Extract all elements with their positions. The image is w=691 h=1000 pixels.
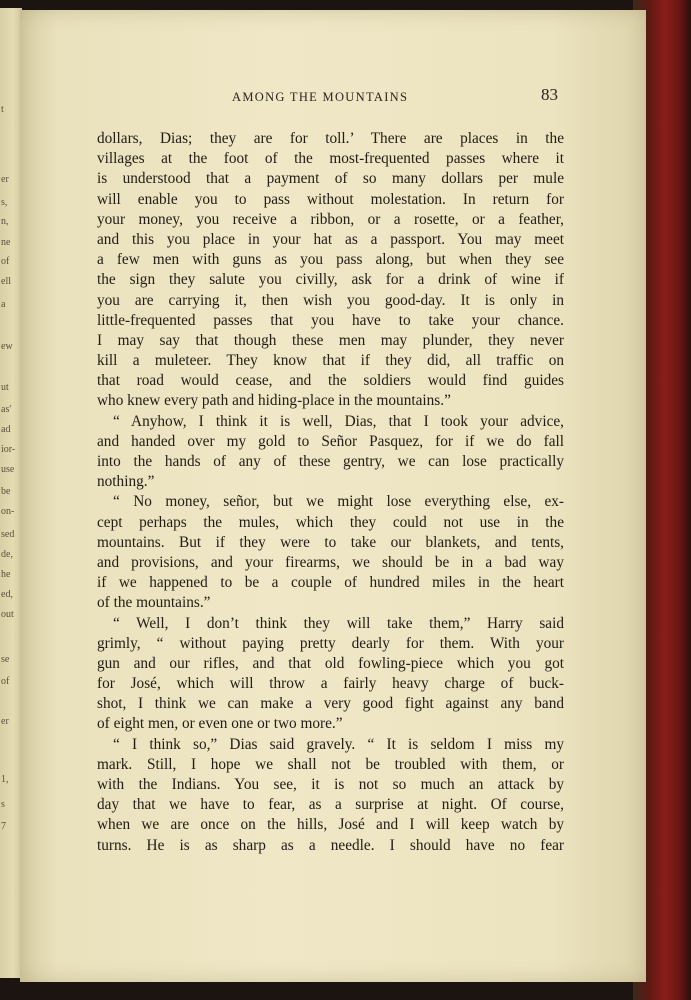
facing-page-fragment: 1,: [1, 774, 9, 785]
text-line: of the mountains.”: [97, 594, 211, 612]
facing-page-fragment: ne: [1, 237, 11, 248]
text-line: and handed over my gold to Señor Pasquez, for if we do fall: [97, 432, 564, 450]
facing-page-fragment: s,: [1, 197, 8, 208]
facing-page-fragment: t: [1, 104, 4, 115]
facing-page-fragment: he: [1, 569, 11, 580]
facing-page-fragment: use: [1, 464, 15, 475]
text-line: nothing.”: [97, 473, 155, 491]
book-page: [20, 10, 646, 982]
text-line: shot, I think we can make a very good fight against any band: [97, 695, 564, 713]
text-line: for José, which will throw a fairly heavy charge of buck-: [97, 675, 564, 693]
text-line: little-frequented passes that you have to take your chance.: [97, 311, 564, 329]
text-line: mountains. But if they were to take our blankets, and tents,: [97, 533, 564, 551]
text-line: the sign they salute you civilly, ask for a drink of wine if: [97, 271, 564, 289]
facing-page-fragment: sed: [1, 529, 15, 540]
facing-page-fragment: ew: [1, 341, 13, 352]
facing-page-fragment: on-: [1, 506, 15, 517]
facing-page-fragment: 7: [1, 821, 6, 832]
text-line: kill a muleteer. They know that if they did, all traffic on: [97, 352, 564, 370]
text-line: who knew every path and hiding-place in the mountains.”: [97, 392, 451, 410]
text-line: a few men with guns as you pass along, but when they see: [97, 251, 564, 269]
text-line: grimly, “ without paying pretty dearly for them. With your: [97, 634, 564, 652]
text-line: and this you place in your hat as a passport. You may meet: [97, 230, 564, 248]
page-number: 83: [541, 85, 558, 104]
facing-page-fragment: ut: [1, 382, 9, 393]
facing-page-fragment: n,: [1, 216, 9, 227]
text-line: and provisions, and your firearms, we should be in a bad way: [97, 553, 564, 571]
text-line: into the hands of any of these gentry, we can lose practically: [97, 453, 564, 470]
facing-page-fragment: s: [1, 799, 5, 810]
running-head: AMONG THE MOUNTAINS: [232, 90, 409, 104]
text-line: cept perhaps the mules, which they could not use in the: [97, 513, 564, 531]
text-line: gun and our rifles, and that old fowling-piece which you got: [97, 654, 564, 672]
facing-page-fragment: er: [1, 174, 9, 185]
facing-page-edge: [0, 8, 22, 978]
facing-page-fragment: ell: [1, 276, 11, 287]
text-line: “ No money, señor, but we might lose everything else, ex-: [113, 493, 564, 511]
text-line: villages at the foot of the most-frequented passes where it: [97, 150, 564, 168]
facing-page-fragment: er: [1, 716, 9, 727]
text-line: I may say that though these men may plunder, they never: [97, 331, 564, 349]
text-line: mark. Still, I hope we shall not be troubled with them, or: [97, 755, 564, 773]
text-line: when we are once on the hills, José and I will keep watch by: [97, 816, 564, 834]
text-line: your money, you receive a ribbon, or a rosette, or a feather,: [97, 210, 564, 228]
facing-page-fragment: ed,: [1, 589, 13, 600]
text-line: is understood that a payment of so many dollars per mule: [97, 170, 564, 188]
text-line: turns. He is as sharp as a needle. I should have no fear: [97, 836, 564, 854]
text-line: you are carrying it, then wish you good-day. It is only in: [97, 291, 564, 309]
facing-page-fragment: of: [1, 256, 10, 267]
text-line: dollars, Dias; they are for toll.’ There are places in the: [97, 130, 564, 147]
facing-page-fragment: de,: [1, 549, 13, 560]
facing-page-fragment: a: [1, 299, 6, 310]
text-line: with the Indians. You see, it is not so much an attack by: [97, 776, 564, 793]
text-line: will enable you to pass without molestation. In return for: [97, 190, 564, 208]
text-line: of eight men, or even one or two more.”: [97, 715, 343, 733]
text-line: that road would cease, and the soldiers would find guides: [97, 372, 564, 390]
text-line: if we happened to be a couple of hundred miles in the heart: [97, 574, 564, 592]
facing-page-fragment: be: [1, 486, 11, 497]
facing-page-fragment: out: [1, 609, 14, 620]
facing-page-fragment: ad: [1, 424, 11, 435]
text-line: day that we have to fear, as a surprise at night. Of course,: [97, 796, 564, 814]
text-line: “ I think so,” Dias said gravely. “ It is seldom I miss my: [113, 735, 564, 753]
text-line: “ Well, I don’t think they will take them,” Harry said: [113, 614, 564, 632]
facing-page-fragment: ior-: [1, 444, 16, 455]
facing-page-fragment: as': [1, 404, 12, 415]
text-line: “ Anyhow, I think it is well, Dias, that I took your advice,: [113, 412, 564, 430]
body-text: [97, 129, 564, 856]
facing-page-fragment: se: [1, 654, 10, 665]
facing-page-fragment: of: [1, 676, 10, 687]
